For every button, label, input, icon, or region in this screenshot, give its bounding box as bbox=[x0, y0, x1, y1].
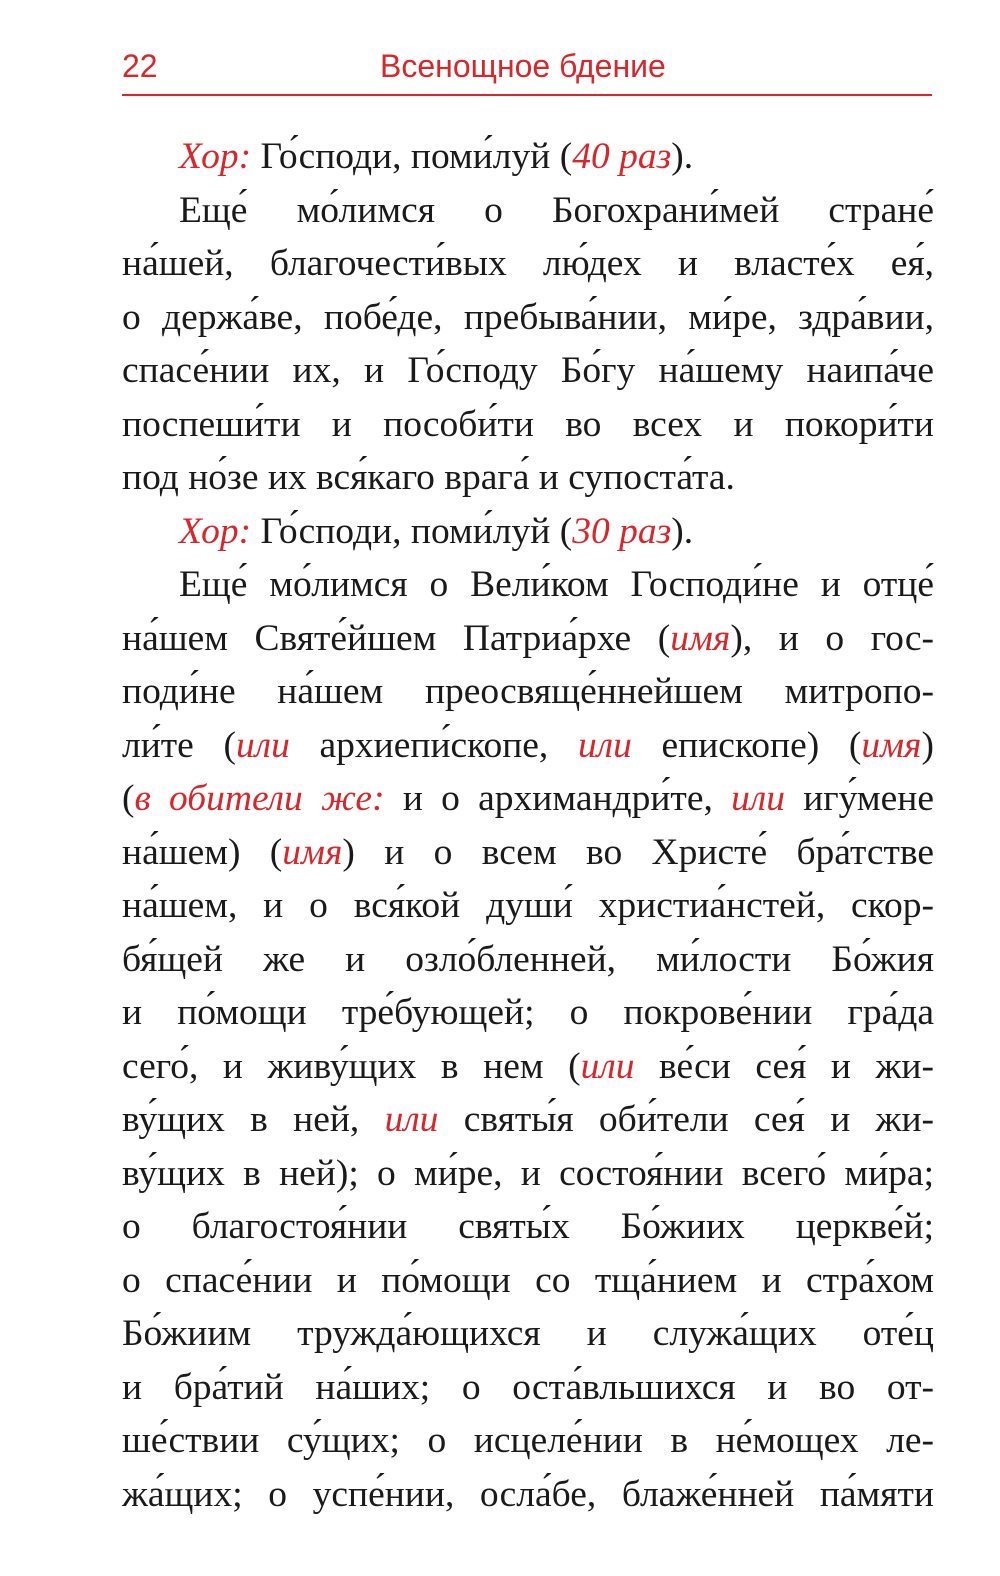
text-span: ) и о всем во Христе́ бра́тстве bbox=[342, 831, 934, 873]
text-span: жа́щих; о успе́нии, осла́бе, блаже́нней па́мяти bbox=[122, 1473, 934, 1515]
text-line bbox=[122, 1307, 934, 1361]
rubric: 40 раз bbox=[572, 136, 672, 177]
rubric: или bbox=[384, 1099, 439, 1140]
rubric: в обители же: bbox=[134, 778, 385, 819]
text-line bbox=[122, 826, 934, 880]
text-span: на́шем, и о вся́кой души́ христиа́нстей, скор- bbox=[122, 885, 934, 926]
text-span: Еще́ мо́лимся о Вели́ком Господи́не и отце́ bbox=[179, 564, 934, 605]
text-line bbox=[122, 1468, 934, 1522]
text-span: о держа́ве, побе́де, пребыва́нии, ми́ре, здра́вии, bbox=[122, 296, 934, 338]
rubric: Хор: bbox=[179, 510, 252, 552]
text-span: епископе) ( bbox=[631, 724, 862, 766]
text-span: о благостоя́нии святы́х Бо́жиих церкве́й; bbox=[122, 1206, 934, 1247]
rubric: 30 раз bbox=[572, 510, 672, 552]
rubric: или bbox=[577, 724, 632, 766]
text-line bbox=[122, 344, 934, 398]
text-line bbox=[122, 1254, 934, 1308]
text-line bbox=[122, 879, 934, 933]
text-line bbox=[122, 398, 934, 452]
text-span: и бра́тий на́ших; о оста́вльшихся и во от- bbox=[122, 1366, 934, 1408]
text-span: и о архимандри́те, bbox=[384, 778, 732, 819]
text-span: ву́щих в ней, bbox=[122, 1099, 385, 1140]
text-span: на́шем) ( bbox=[122, 831, 283, 873]
text-span: ). bbox=[671, 136, 694, 177]
text-line bbox=[122, 1361, 934, 1415]
text-span: и по́мощи тре́бующей; о покрове́нии гра́да bbox=[122, 992, 934, 1033]
text-line bbox=[122, 772, 934, 826]
text-span: о спасе́нии и по́мощи со тща́нием и стра́хом bbox=[122, 1259, 934, 1301]
text-line bbox=[122, 1414, 934, 1468]
page-header bbox=[122, 38, 932, 96]
text-span: на́шей, благочести́вых лю́дех и власте́х ея́, bbox=[122, 243, 934, 284]
text-line bbox=[122, 665, 934, 719]
text-line bbox=[122, 612, 934, 666]
text-span: ли́те ( bbox=[122, 724, 236, 766]
text-line bbox=[122, 237, 934, 291]
text-line bbox=[122, 1093, 934, 1147]
text-span: ( bbox=[122, 778, 135, 819]
running-title: Всенощное бдение bbox=[380, 48, 666, 84]
text-span: Го́споди, поми́луй ( bbox=[251, 136, 573, 177]
text-span: ве́си сея́ и жи- bbox=[634, 1045, 934, 1087]
text-span: ) bbox=[921, 724, 934, 766]
text-span: поди́не на́шем преосвяще́ннейшем митропо- bbox=[122, 671, 934, 712]
text-span: ), и о гос- bbox=[730, 617, 934, 659]
text-line bbox=[122, 291, 934, 345]
text-line bbox=[122, 1040, 934, 1094]
text-line bbox=[122, 1200, 934, 1254]
text-line bbox=[122, 1147, 934, 1201]
text-span: святы́я оби́тели сея́ и жи- bbox=[438, 1099, 935, 1140]
text-span: ше́ствии су́щих; о исцеле́нии в не́мощех ле- bbox=[122, 1420, 934, 1461]
page-number: 22 bbox=[122, 48, 158, 84]
text-span: Бо́жиим тружда́ющихся и служа́щих оте́ц bbox=[122, 1313, 934, 1354]
text-line bbox=[122, 184, 934, 238]
rubric: имя bbox=[861, 724, 922, 766]
text-span: спасе́нии их, и Го́споду Бо́гу на́шему наипа́че bbox=[122, 350, 934, 391]
text-span: на́шем Святе́йшем Патриа́рхе ( bbox=[122, 617, 671, 659]
text-line bbox=[122, 558, 934, 612]
text-span: игу́мене bbox=[784, 778, 934, 819]
rubric: имя bbox=[282, 831, 343, 873]
text-span: ). bbox=[671, 510, 694, 552]
text-span: ву́щих в ней); о ми́ре, и состоя́нии всего́ ми́ра; bbox=[122, 1152, 934, 1194]
text-span: Еще́ мо́лимся о Богохрани́мей стране́ bbox=[179, 189, 934, 231]
text-line bbox=[122, 505, 934, 559]
text-line bbox=[122, 719, 934, 773]
text-line bbox=[122, 451, 934, 505]
text-span: архиепи́скопе, bbox=[289, 724, 578, 766]
text-line bbox=[122, 986, 934, 1040]
rubric: имя bbox=[670, 617, 731, 659]
rubric: или bbox=[580, 1045, 635, 1087]
text-span: сего́, и живу́щих в нем ( bbox=[122, 1045, 581, 1087]
body-text bbox=[122, 130, 934, 1521]
text-line bbox=[122, 933, 934, 987]
rubric: или bbox=[731, 778, 785, 819]
text-line bbox=[122, 130, 934, 184]
rubric: или bbox=[235, 724, 290, 766]
text-span: поспеши́ти и пособи́ти во всех и покори́ти bbox=[122, 403, 934, 445]
text-span: под но́зе их вся́каго врага́ и супоста́та. bbox=[122, 457, 735, 498]
text-span: бя́щей же и озло́бленней, ми́лости Бо́жия bbox=[122, 938, 934, 980]
text-span: Го́споди, поми́луй ( bbox=[251, 510, 573, 552]
rubric: Хор: bbox=[179, 136, 252, 177]
